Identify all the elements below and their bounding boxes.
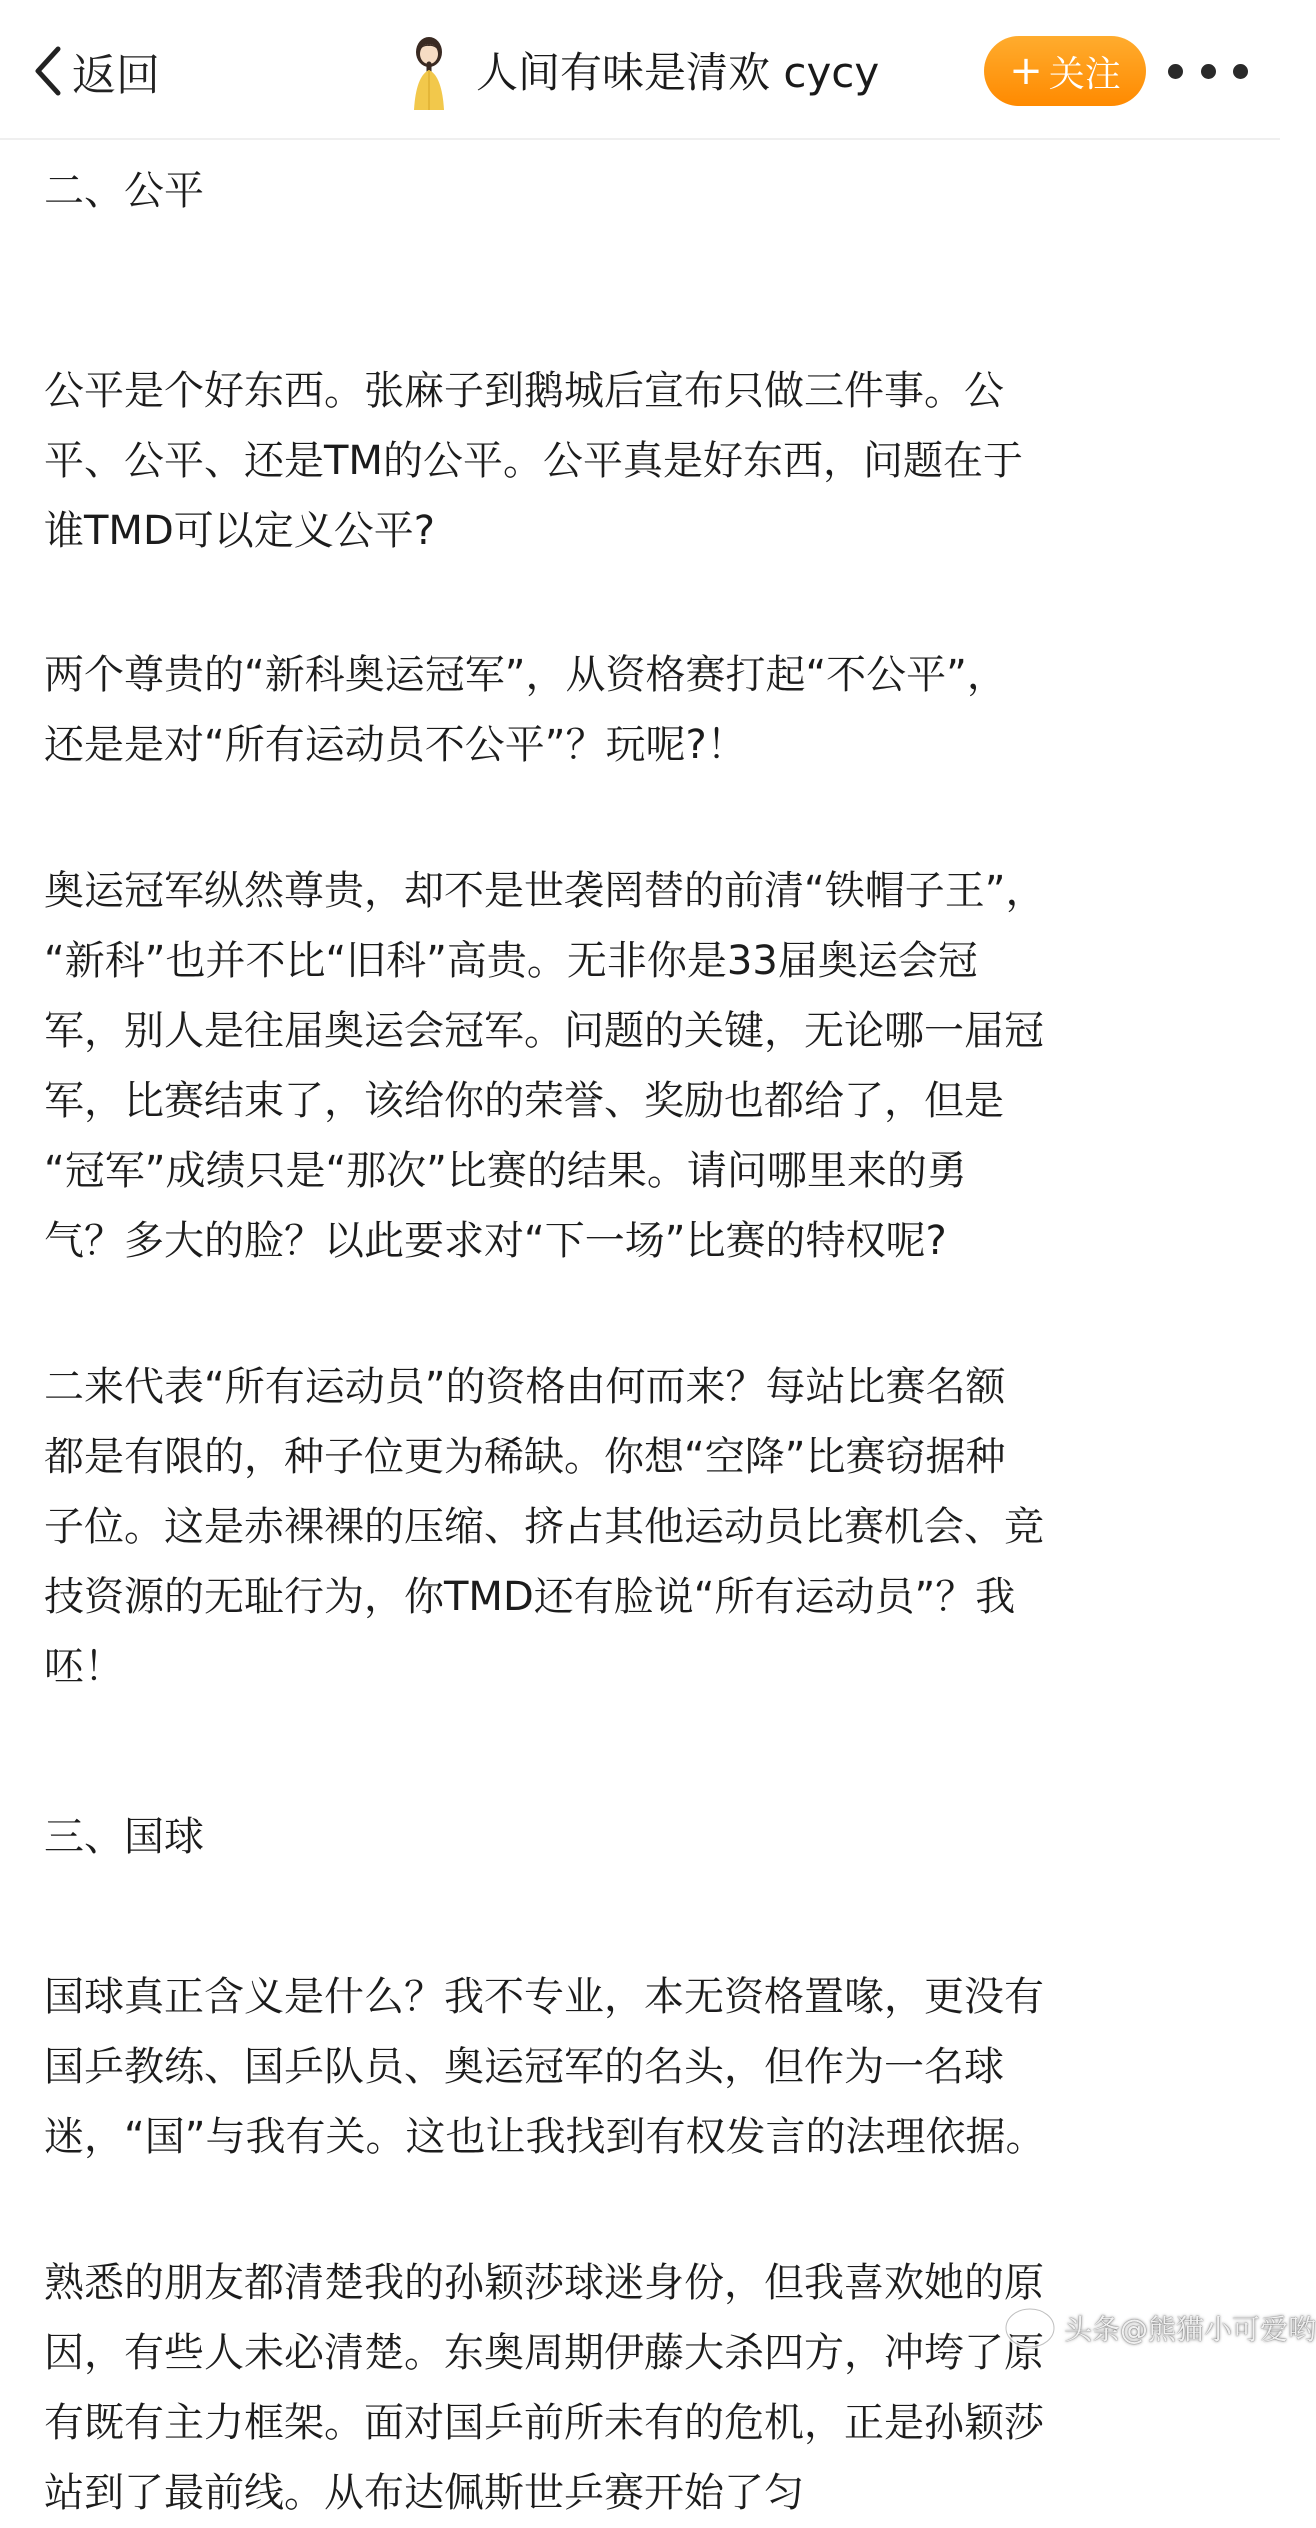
back-button[interactable] xyxy=(32,36,160,106)
paragraph-line: 呸！ xyxy=(44,1644,124,1690)
paragraph-line: 国球真正含义是什么？我不专业，本无资格置喙，更没有 xyxy=(44,1974,1044,2020)
author-name[interactable]: 人间有味是清欢 cycy xyxy=(476,48,880,97)
article-body xyxy=(0,140,1280,2516)
paragraph-line: 二来代表“所有运动员”的资格由何而来？每站比赛名额 xyxy=(44,1364,1006,1410)
author-info[interactable] xyxy=(400,30,879,110)
more-options-button[interactable] xyxy=(1168,58,1248,84)
top-nav-bar xyxy=(0,0,1280,140)
paragraph-line: 因，有些人未必清楚。东奥周期伊藤大杀四方，冲垮了原 xyxy=(44,2330,1044,2376)
more-dot-icon xyxy=(1233,64,1248,79)
paragraph-line: 谁TMD可以定义公平? xyxy=(44,508,435,554)
paragraph-line: 都是有限的，种子位更为稀缺。你想“空降”比赛窃据种 xyxy=(44,1434,1006,1480)
paragraph-line: 军，别人是往届奥运会冠军。问题的关键，无论哪一届冠 xyxy=(44,1008,1044,1054)
paragraph-line: “冠军”成绩只是“那次”比赛的结果。请问哪里来的勇 xyxy=(44,1148,967,1194)
paragraph-line: 子位。这是赤裸裸的压缩、挤占其他运动员比赛机会、竞 xyxy=(44,1504,1044,1550)
paragraph-line: 还是是对“所有运动员不公平”？玩呢?！ xyxy=(44,722,747,768)
paragraph-line: 迷，“国”与我有关。这也让我找到有权发言的法理依据。 xyxy=(44,2114,1046,2160)
section-heading: 二、公平 xyxy=(44,168,204,214)
section-heading: 三、国球 xyxy=(44,1814,204,1860)
more-dot-icon xyxy=(1201,64,1216,79)
avatar[interactable] xyxy=(400,30,458,110)
paragraph-line: 有既有主力框架。面对国乒前所未有的危机，正是孙颖莎 xyxy=(44,2400,1044,2446)
paragraph-line: 国乒教练、国乒队员、奥运冠军的名头，但作为一名球 xyxy=(44,2044,1004,2090)
paragraph-line: 军，比赛结束了，该给你的荣誉、奖励也都给了，但是 xyxy=(44,1078,1004,1124)
follow-button[interactable] xyxy=(984,36,1146,106)
paragraph-line: 气？多大的脸？以此要求对“下一场”比赛的特权呢? xyxy=(44,1218,947,1264)
follow-label: 关注 xyxy=(1048,53,1121,95)
paragraph-line: 站到了最前线。从布达佩斯世乒赛开始了匀 xyxy=(44,2470,804,2516)
paragraph-line: 熟悉的朋友都清楚我的孙颖莎球迷身份，但我喜欢她的原 xyxy=(44,2260,1044,2306)
watermark-text: 头条@熊猫小可爱哟 xyxy=(1064,2313,1316,2346)
paragraph-line: 技资源的无耻行为，你TMD还有脸说“所有运动员”？我 xyxy=(44,1574,1016,1620)
paragraph-line: 两个尊贵的“新科奥运冠军”，从资格赛打起“不公平”， xyxy=(44,652,1007,698)
paragraph-line: 奥运冠军纵然尊贵，却不是世袭罔替的前清“铁帽子王”， xyxy=(44,868,1046,914)
chevron-left-icon xyxy=(32,41,62,101)
paragraph-line: 平、公平、还是TM的公平。公平真是好东西，问题在于 xyxy=(44,438,1023,484)
paragraph-line: “新科”也并不比“旧科”高贵。无非你是33届奥运会冠 xyxy=(44,938,978,984)
more-dot-icon xyxy=(1168,64,1183,79)
plus-icon: + xyxy=(1009,48,1043,94)
back-label: 返回 xyxy=(72,50,160,101)
paragraph-line: 公平是个好东西。张麻子到鹅城后宣布只做三件事。公 xyxy=(44,368,1004,414)
